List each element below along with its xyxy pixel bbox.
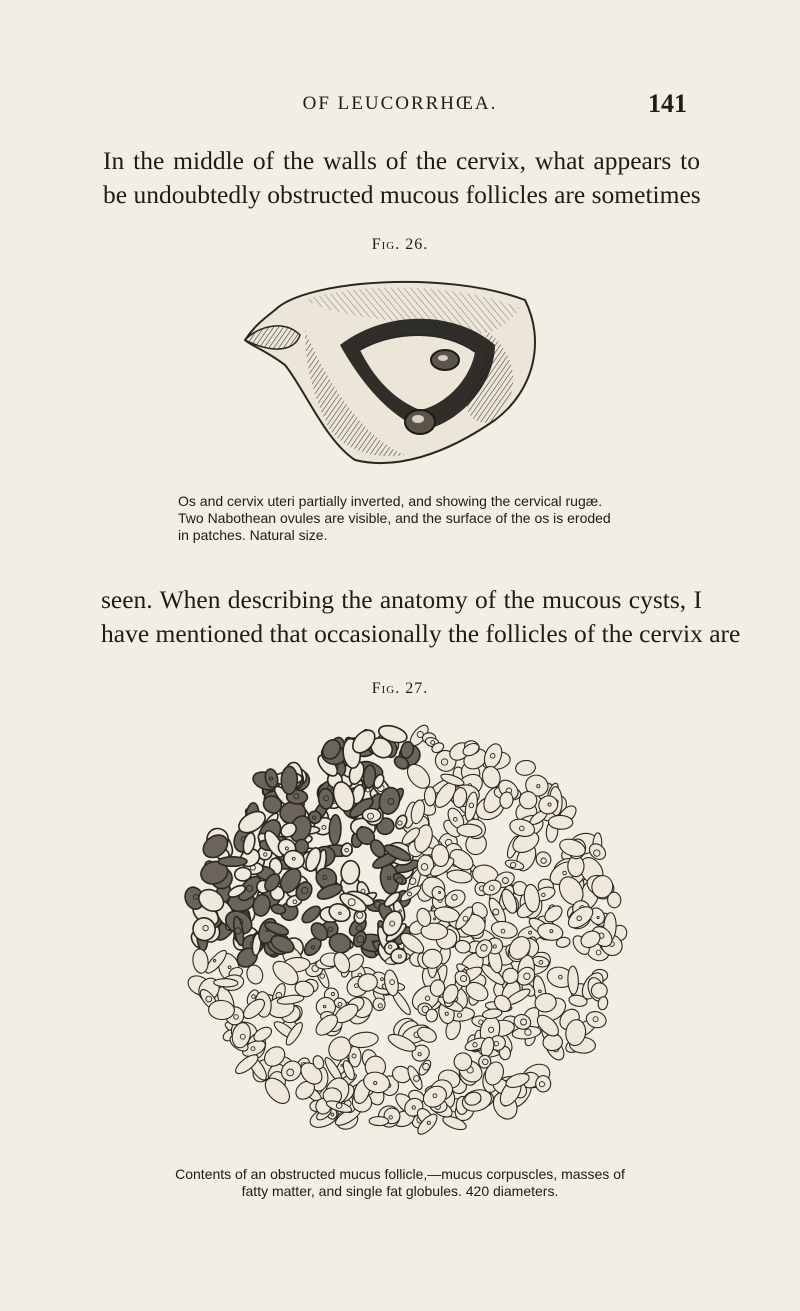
figure-26-engraving: [245, 270, 545, 470]
figure-27-label: Fig. 27.: [371, 680, 429, 697]
figure-26-caption-line-2: Two Nabothean ovules are visible, and the surface of the os is eroded: [178, 510, 611, 526]
running-head: [0, 89, 800, 123]
figure-26-caption-line-1: Os and cervix uteri partially inverted, and showing the cervical rugæ.: [178, 493, 603, 509]
figure-26-label: Fig. 26.: [371, 236, 429, 253]
page-number: 141: [648, 89, 687, 118]
figure-27-engraving: [180, 718, 630, 1158]
body-text-line-2: be undoubtedly obstructed mucous follicles are sometimes: [103, 180, 701, 209]
figure-27-caption-line-2: fatty matter, and single fat globules. 420 diameters.: [241, 1183, 559, 1199]
figure-27-caption-line-1: Contents of an obstructed mucus follicle,—mucus corpuscles, masses of: [175, 1166, 625, 1182]
running-head-title: OF LEUCORRHŒA.: [302, 93, 498, 114]
body-text-line-3: seen. When describing the anatomy of the mucous cysts, I: [101, 585, 702, 614]
figure-26-caption-line-3: in patches. Natural size.: [178, 527, 328, 543]
body-text-line-4: have mentioned that occasionally the follicles of the cervix are: [101, 619, 741, 648]
body-text-line-1: In the middle of the walls of the cervix, what appears to: [103, 146, 700, 175]
